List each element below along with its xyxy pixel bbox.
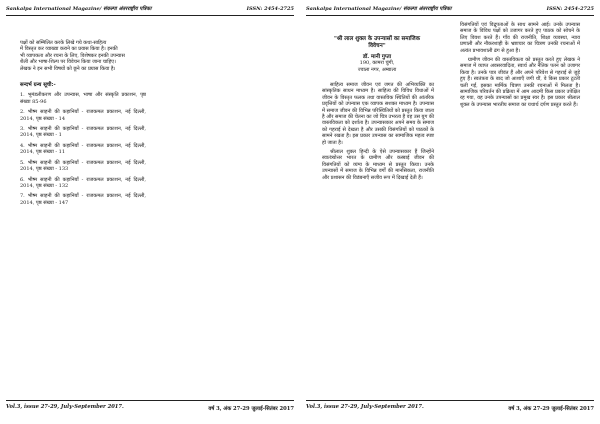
page-header bbox=[6, 4, 294, 18]
volume-info: Vol.3, issue 27-29, July-September 2017. bbox=[6, 404, 124, 410]
footer-rule bbox=[6, 400, 294, 401]
reference-item: 1. भूमंडलीकरण और उपन्यास, भाषा और संस्कृति प्रकाशन, पृष्ठ संख्या 85-96 bbox=[20, 92, 146, 105]
issue-info: वर्ष 3, अंक 27-29 जुलाई-सितंबर 2017 bbox=[508, 406, 594, 412]
references-heading: सन्दर्भ ग्रन्थ सूची:- bbox=[20, 82, 56, 89]
header-rule bbox=[306, 15, 594, 16]
author-address: ज्वाला नगर, अम्बाला bbox=[357, 66, 397, 73]
right-column-1 bbox=[322, 82, 434, 184]
reference-item: 4. भीष्म साहनी की कहानियाँ - राजकमल प्रकाशन, नई दिल्ली, 2014, पृष्ठ संख्या - 11 bbox=[20, 142, 146, 156]
issn: ISSN: 2454-2725 bbox=[246, 6, 294, 12]
intro-line: लेखक ने इन सभी विषयों को छूने का प्रयास किया है। bbox=[20, 65, 116, 72]
reference-item: 5. भीष्म साहनी की कहानियाँ - राजकमल प्रकाशन, नई दिल्ली, 2014, पृष्ठ संख्या - 133 bbox=[20, 159, 146, 173]
page-footer bbox=[306, 400, 594, 414]
author-block bbox=[330, 54, 424, 73]
intro-line: में विस्तृत कर व्याख्या कराने का प्रयास किया है। इनकी bbox=[20, 46, 118, 53]
journal-title: Sankalpa International Magazine/ संकल्पा अंतरराष्ट्रीय पत्रिका bbox=[306, 6, 452, 12]
issue-info: वर्ष 3, अंक 27-29 जुलाई-सितंबर 2017 bbox=[208, 406, 294, 412]
paragraph: श्रीलाल शुक्ल हिन्दी के ऐसे उपन्यासकार हैं जिन्होंने स्वातंत्र्योत्तर भारत के ग्रामीण और कस्बाई जीवन की विसंगतियों को व्यंग्य के माध्यम से प्रस्तुत किया। उनके उपन्यासों में समाज के विभिन्न वर्गों की मानसिकता, राजनीति और प्रशासन की विडंबनाएँ सजीव रूप में दिखाई देती हैं। bbox=[322, 149, 434, 181]
paragraph: साहित्य समाज जीवन एवं जगत की अभिव्यक्ति का सांस्कृतिक साधन माध्यम है। साहित्य की विविध विधाओं में जीवन के विस्तृत फलक तथा वास्तविक स्थितियों की आंतरिक प्रवृत्तियों को उपन्यास एक व्यापक सशक्त माध्यम है। उपन्यास में समाज जीवन की विभिन्न परिस्थितियों को प्रस्तुत किया जाता है और समाज की चेतना का जो चित्र उभरता है वह उस युग की वास्तविकता को दर्शाता है। उपन्यासकार अपने समय के समाज को गहराई से देखता है और उसकी विसंगतियों को पाठकों के सामने रखता है। इस प्रकार उपन्यास का सामाजिक महत्व स्पष्ट हो जाता है। bbox=[322, 82, 434, 146]
paragraph: विसंगतियों एवं विद्रूपताओं के साथ सामने आई। उनके उपन्यास समाज के विविध पक्षों को उजागर करते हुए पाठक को सोचने के लिए विवश करते हैं। गाँव की राजनीति, शिक्षा व्यवस्था, न्याय प्रणाली और नौकरशाही के भ्रष्टाचार का चित्रण उनकी रचनाओं में अत्यंत प्रभावशाली ढंग से हुआ है। bbox=[460, 22, 580, 54]
article-title: "श्री लाल शुक्ल के उपन्यासों का समाजिक विवेचन" bbox=[333, 36, 420, 49]
page-footer bbox=[6, 400, 294, 414]
right-column-2 bbox=[460, 22, 580, 111]
intro-text bbox=[20, 40, 146, 72]
intro-line: शैली और भाषा-शिल्प पर विवेचन किया जाना चाहिए। bbox=[20, 59, 116, 66]
reference-item: 7. भीष्म साहनी की कहानियाँ - राजकमल प्रकाशन, नई दिल्ली, 2014, पृष्ठ संख्या - 147 bbox=[20, 193, 146, 206]
intro-line: पक्षों को सम्मिलित करके लिखे गये कथा-साहित्य bbox=[20, 40, 107, 46]
footer-rule bbox=[306, 400, 594, 401]
issn: ISSN: 2454-2725 bbox=[546, 6, 594, 12]
journal-title: Sankalpa International Magazine/ संकल्पा अंतरराष्ट्रीय पत्रिका bbox=[6, 6, 152, 12]
author-address: 190, कामरा चुंगी, bbox=[359, 60, 395, 67]
page-header bbox=[306, 4, 594, 18]
intro-line: भी व्यापकता और रचना के लिए, विशेषकर इनकी उपन्यास bbox=[20, 52, 125, 59]
header-rule bbox=[6, 15, 294, 16]
right-page bbox=[300, 0, 600, 424]
left-text-column bbox=[20, 40, 146, 210]
reference-item: 3. भीष्म साहनी की कहानियाँ - राजकमल प्रकाशन, नई दिल्ली, 2014, पृष्ठ संख्या - 1 bbox=[20, 126, 146, 139]
volume-info: Vol.3, issue 27-29, July-September 2017. bbox=[306, 404, 424, 410]
paragraph: ग्रामीण जीवन की वास्तविकता को प्रस्तुत करते हुए लेखक ने समाज में व्याप्त अवसरवादिता, स्वार्थ और नैतिक पतन को उजागर किया है। उनके पात्र जीवंत हैं और अपने परिवेश से गहराई से जुड़े हुए हैं। स्वतंत्रता के बाद जो आशाएँ जगी थीं, वे किस प्रकार टूटती चली गईं, इसका मार्मिक चित्रण उनकी रचनाओं में मिलता है। सामाजिक परिवर्तन की प्रक्रिया में आम आदमी किस प्रकार उपेक्षित रह गया, यह उनके उपन्यासों का प्रमुख स्वर है। इस प्रकार श्रीलाल शुक्ल के उपन्यास भारतीय समाज का यथार्थ दर्पण प्रस्तुत करते हैं। bbox=[460, 57, 580, 108]
reference-item: 2. भीष्म साहनी की कहानियाँ - राजकमल प्रकाशन, नई दिल्ली, 2014, पृष्ठ संख्या - 14 bbox=[20, 109, 146, 122]
reference-item: 6. भीष्म साहनी की कहानियाँ - राजकमल प्रकाशन, नई दिल्ली, 2014, पृष्ठ संख्या - 132 bbox=[20, 176, 146, 189]
author-name: डॉ. मानी गुप्ता bbox=[362, 54, 392, 60]
